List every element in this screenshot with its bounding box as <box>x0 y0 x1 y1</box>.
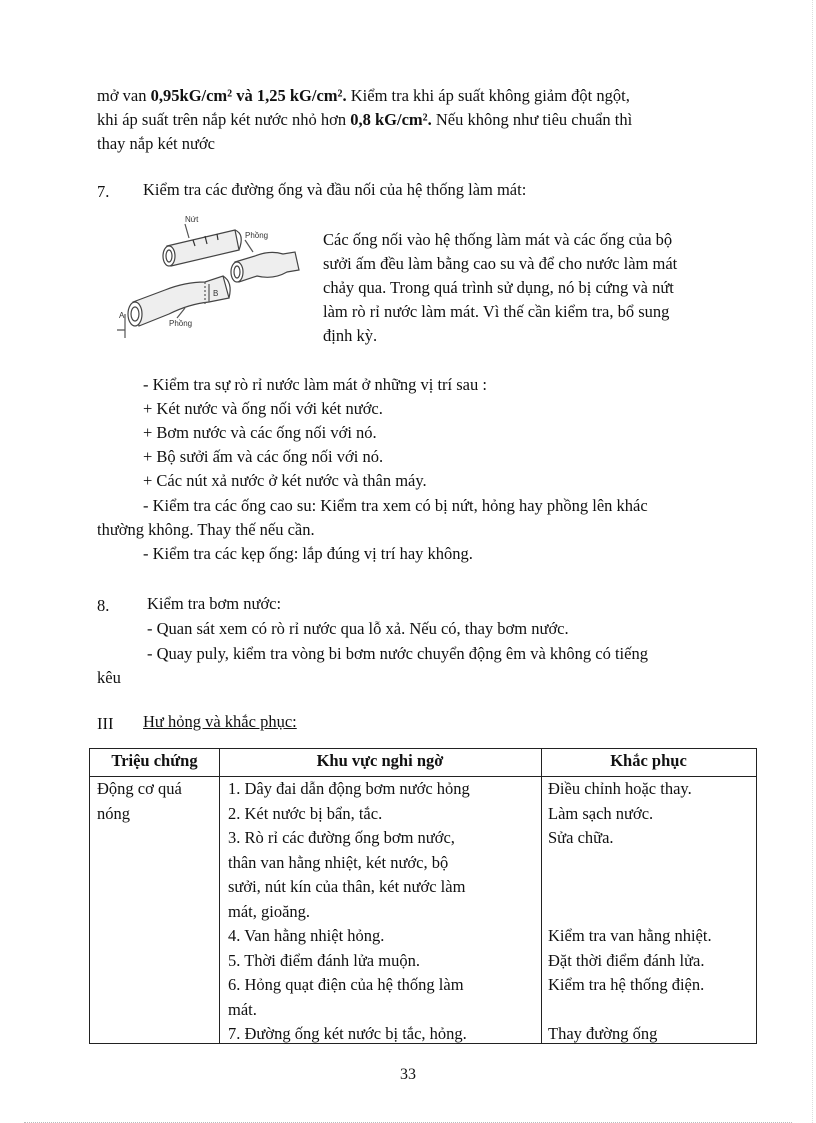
section-3-number: III <box>97 714 114 733</box>
page-right-border <box>812 0 813 1123</box>
section-7-item-4: + Bộ sưởi ấm và các ống nối với nó. <box>143 447 384 466</box>
fix-line: Kiểm tra van hằng nhiệt. <box>548 926 712 945</box>
fix-line: Thay đường ống <box>548 1024 658 1043</box>
suspect-line: 2. Két nước bị bẩn, tắc. <box>228 803 383 823</box>
table-header-suspect: Khu vực nghi ngờ <box>316 751 444 770</box>
fix-line: Kiểm tra hệ thống điện. <box>548 975 705 994</box>
fix-line: Làm sạch nước. <box>548 803 654 823</box>
fix-line: Sửa chữa. <box>548 828 614 847</box>
section-7-desc-3: chảy qua. Trong quá trình sử dụng, nó bị cứng và nứt <box>323 278 674 297</box>
page-number: 33 <box>400 1066 416 1083</box>
suspect-line: 1. Dây đai dẫn động bơm nước hỏng <box>228 779 470 798</box>
section-7-item-2: + Két nước và ống nối với két nước. <box>143 399 383 418</box>
label-a: A <box>119 311 125 320</box>
troubleshooting-table <box>89 748 757 1044</box>
section-8-item-1: - Quan sát xem có rò rỉ nước qua lỗ xả. Nếu có, thay bơm nước. <box>147 619 569 638</box>
fix-line-empty <box>548 875 712 900</box>
suspect-line: 7. Đường ống két nước bị tắc, hỏng. <box>228 1024 467 1043</box>
hose-defect-figure <box>105 210 310 345</box>
label-b: B <box>213 289 219 298</box>
suspect-line: mát, gioăng. <box>228 901 311 921</box>
section-7-item-7: thường không. Thay thế nếu cần. <box>97 520 315 539</box>
fix-line: Điều chỉnh hoặc thay. <box>548 779 692 798</box>
table-cell-suspect <box>228 777 470 1047</box>
fix-line-empty <box>548 998 712 1023</box>
fix-line-empty <box>548 900 712 925</box>
table-header-symptom: Triệu chứng <box>111 751 198 770</box>
suspect-line: 5. Thời điểm đánh lửa muộn. <box>228 950 420 970</box>
section-7-desc-2: sưởi ấm đều làm bằng cao su và để cho nước làm mát <box>323 254 678 273</box>
intro-line-3: thay nắp két nước <box>97 134 216 153</box>
table-column-divider <box>541 749 542 1043</box>
section-7-item-5: + Các nút xả nước ở két nước và thân máy. <box>143 471 427 490</box>
section-7-heading: Kiểm tra các đường ống và đầu nối của hệ thống làm mát: <box>143 180 527 199</box>
fix-line: Đặt thời điểm đánh lửa. <box>548 950 705 970</box>
section-7-item-3: + Bơm nước và các ống nối với nó. <box>143 423 377 442</box>
table-header-fix: Khắc phục <box>610 751 687 770</box>
suspect-line: sưởi, nút kín của thân, két nước làm <box>228 877 466 896</box>
section-7-desc-5: định kỳ. <box>323 326 378 345</box>
label-phong-bottom: Phồng <box>169 319 193 328</box>
suspect-line: 6. Hỏng quạt điện của hệ thống làm <box>228 975 464 994</box>
suspect-line: 4. Van hằng nhiệt hỏng. <box>228 926 385 945</box>
suspect-line: mát. <box>228 999 257 1019</box>
symptom-line: nóng <box>97 803 130 823</box>
section-7-item-1: - Kiểm tra sự rò rỉ nước làm mát ở những vị trí sau : <box>143 375 487 394</box>
suspect-line: thân van hằng nhiệt, két nước, bộ <box>228 852 449 872</box>
symptom-line: Động cơ quá <box>97 779 182 798</box>
section-8-item-2: - Quay puly, kiểm tra vòng bi bơm nước chuyển động êm và không có tiếng <box>147 644 648 663</box>
table-cell-fix <box>548 777 712 1047</box>
section-7-desc-4: làm rò rỉ nước làm mát. Vì thế cần kiểm tra, bổ sung <box>323 302 670 321</box>
label-nut: Nứt <box>185 215 199 224</box>
table-column-divider <box>219 749 220 1043</box>
section-8-heading: Kiểm tra bơm nước: <box>147 594 282 613</box>
section-8-number: 8. <box>97 596 110 615</box>
section-7-number: 7. <box>97 182 110 201</box>
section-7-desc-1: Các ống nối vào hệ thống làm mát và các ống của bộ <box>323 230 673 249</box>
section-8-item-3: kêu <box>97 668 121 687</box>
section-7-item-8: - Kiểm tra các kẹp ống: lắp đúng vị trí hay không. <box>143 544 473 563</box>
fix-line-empty <box>548 851 712 876</box>
label-phong-top: Phồng <box>245 231 269 240</box>
section-3-heading: Hư hỏng và khắc phục: <box>143 712 297 731</box>
section-7-item-6: - Kiểm tra các ống cao su: Kiểm tra xem có bị nứt, hỏng hay phồng lên khác <box>143 496 648 515</box>
table-cell-symptom <box>97 777 182 826</box>
intro-line-2: khi áp suất trên nắp két nước nhỏ hơn 0,8 kG/cm². Nếu không như tiêu chuẩn thì <box>97 110 633 129</box>
suspect-line: 3. Rò rỉ các đường ống bơm nước, <box>228 828 455 847</box>
intro-line-1: mở van 0,95kG/cm² và 1,25 kG/cm². Kiểm tra khi áp suất không giảm đột ngột, <box>97 86 630 105</box>
